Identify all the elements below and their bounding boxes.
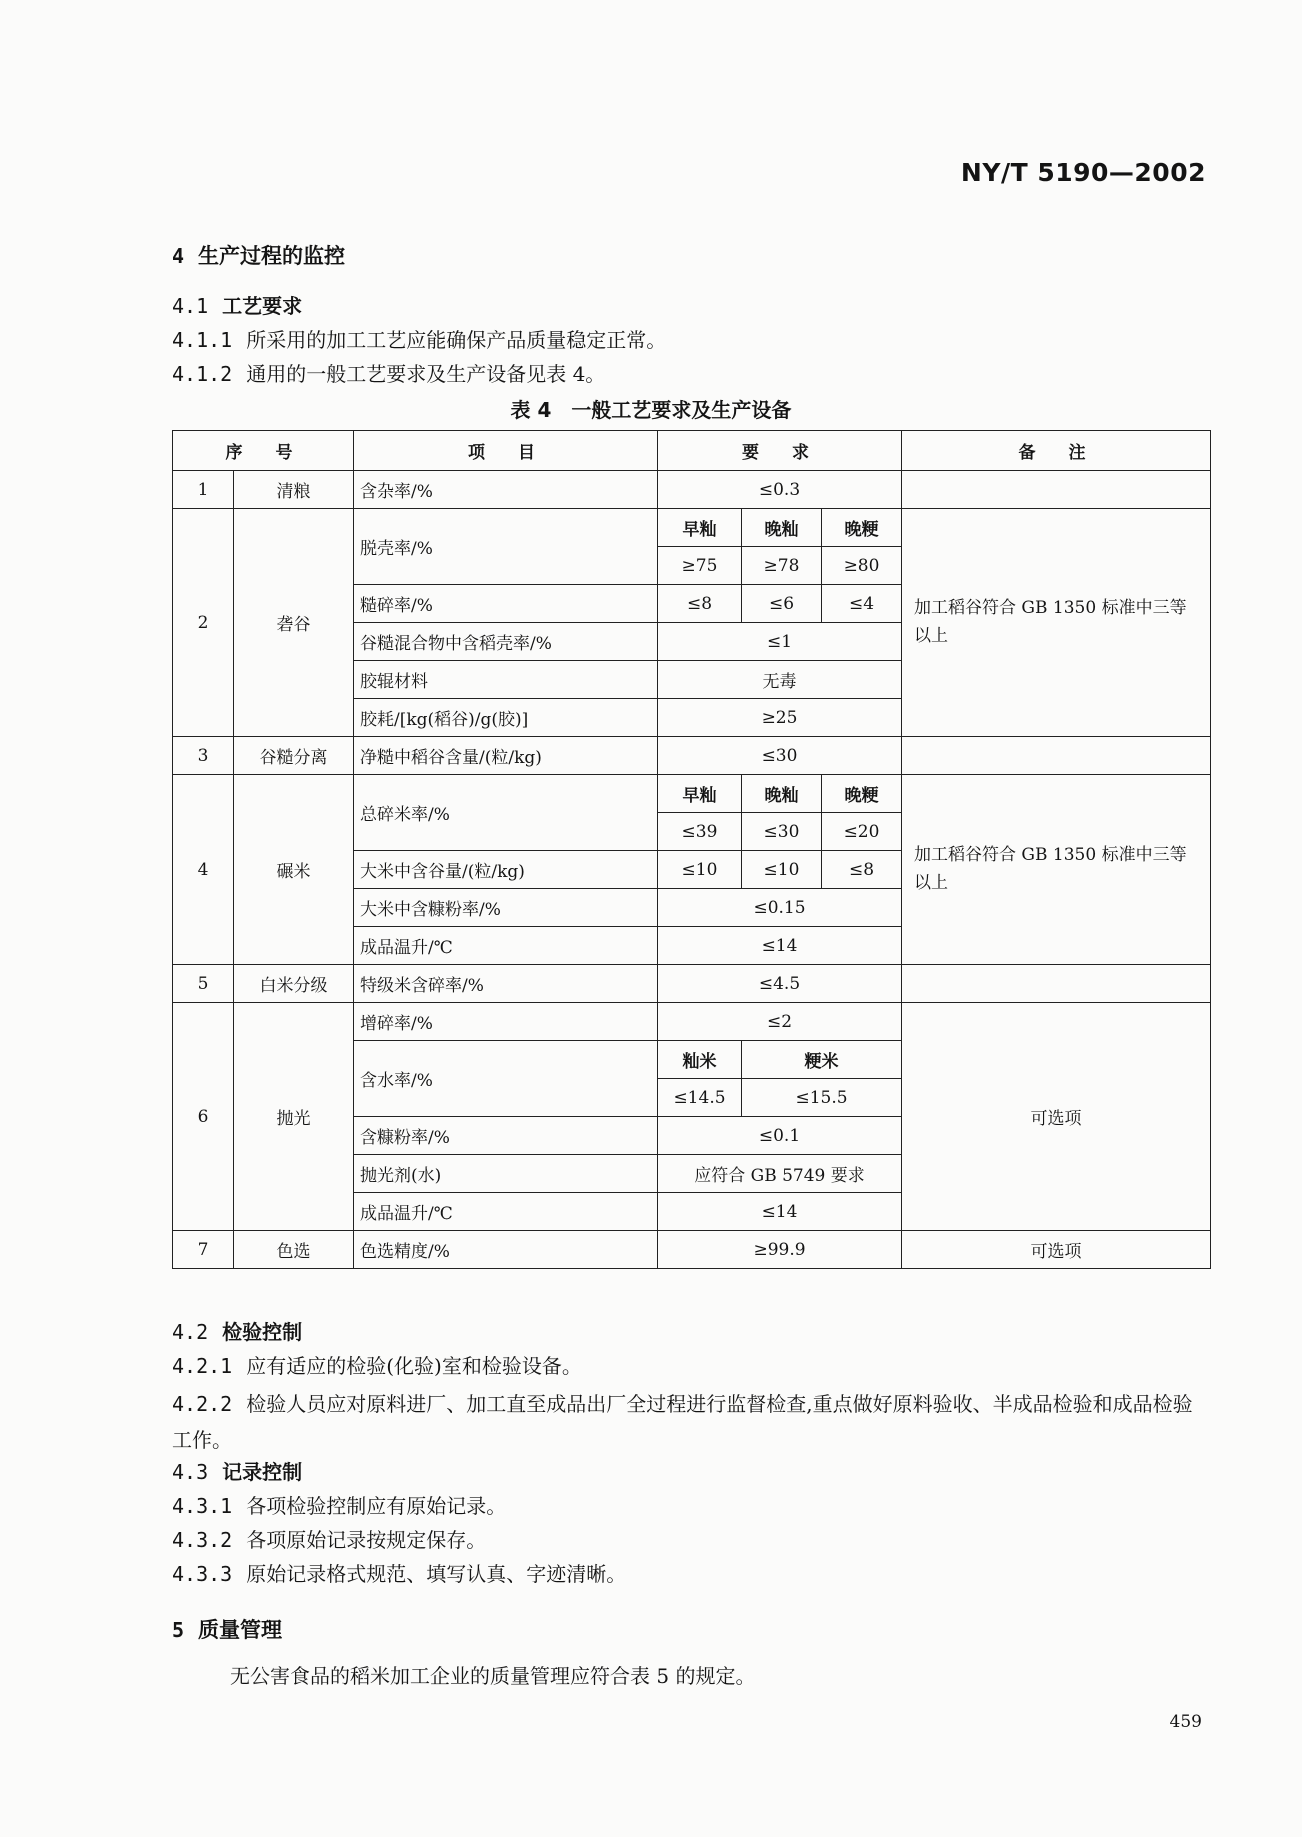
row-note-empty bbox=[902, 471, 1211, 509]
clause-number: 4.2.2 bbox=[172, 1392, 233, 1416]
cell-value: ≤10 bbox=[742, 851, 822, 889]
row-process: 抛光 bbox=[234, 1003, 354, 1231]
table-row bbox=[173, 1003, 1211, 1041]
page-number: 459 bbox=[1169, 1712, 1202, 1732]
sub-header: 早籼 bbox=[658, 509, 742, 547]
section-number: 4.3 bbox=[172, 1460, 209, 1484]
row-note: 可选项 bbox=[902, 1003, 1211, 1231]
clause-text: 通用的一般工艺要求及生产设备见表 4。 bbox=[246, 362, 606, 386]
cell-value: ≤14.5 bbox=[658, 1079, 742, 1117]
row-requirement: ≤0.1 bbox=[658, 1117, 902, 1155]
clause-4-2-2 bbox=[172, 1386, 1212, 1458]
clause-text: 各项检验控制应有原始记录。 bbox=[246, 1494, 507, 1518]
row-process: 碾米 bbox=[234, 775, 354, 965]
cell-value: ≤10 bbox=[658, 851, 742, 889]
clause-number: 4.3.1 bbox=[172, 1494, 233, 1518]
clause-4-1-1 bbox=[172, 326, 666, 354]
cell-value: ≤30 bbox=[742, 813, 822, 851]
row-item: 胶辊材料 bbox=[354, 661, 658, 699]
clause-number: 4.3.2 bbox=[172, 1528, 233, 1552]
clause-number: 4.2.1 bbox=[172, 1354, 233, 1378]
document-code: NY/T 5190—2002 bbox=[960, 158, 1206, 187]
row-requirement: ≤0.15 bbox=[658, 889, 902, 927]
sub-header: 晚粳 bbox=[822, 509, 902, 547]
section-title: 记录控制 bbox=[222, 1460, 303, 1484]
row-item: 大米中含糠粉率/% bbox=[354, 889, 658, 927]
cell-value: ≤8 bbox=[658, 585, 742, 623]
row-seq: 3 bbox=[173, 737, 234, 775]
cell-value: ≤20 bbox=[822, 813, 902, 851]
row-item: 脱壳率/% bbox=[354, 509, 658, 585]
cell-value: ≥78 bbox=[742, 547, 822, 585]
row-note-empty bbox=[902, 737, 1211, 775]
row-requirement: ≤14 bbox=[658, 927, 902, 965]
section-5-heading bbox=[172, 1614, 282, 1644]
row-item: 增碎率/% bbox=[354, 1003, 658, 1041]
row-requirement: ≤2 bbox=[658, 1003, 902, 1041]
row-seq: 2 bbox=[173, 509, 234, 737]
table-row bbox=[173, 509, 1211, 547]
sub-header: 晚籼 bbox=[742, 509, 822, 547]
clause-text: 检验人员应对原料进厂、加工直至成品出厂全过程进行监督检查,重点做好原料验收、半成品检验和成品检验工作。 bbox=[172, 1392, 1193, 1452]
sub-header: 籼米 bbox=[658, 1041, 742, 1079]
row-requirement: ≤1 bbox=[658, 623, 902, 661]
clause-number: 4.1.1 bbox=[172, 328, 233, 352]
table-row bbox=[173, 737, 1211, 775]
header-requirement: 要 求 bbox=[658, 431, 902, 471]
clause-number: 4.1.2 bbox=[172, 362, 233, 386]
row-requirement: ≤14 bbox=[658, 1193, 902, 1231]
row-note: 加工稻谷符合 GB 1350 标准中三等以上 bbox=[902, 509, 1211, 737]
clause-text: 原始记录格式规范、填写认真、字迹清晰。 bbox=[246, 1562, 627, 1586]
row-process: 色选 bbox=[234, 1231, 354, 1269]
row-item: 胶耗/[kg(稻谷)/g(胶)] bbox=[354, 699, 658, 737]
header-seq: 序 号 bbox=[173, 431, 354, 471]
row-requirement: 无毒 bbox=[658, 661, 902, 699]
row-item: 总碎米率/% bbox=[354, 775, 658, 851]
cell-value: ≤8 bbox=[822, 851, 902, 889]
cell-value: ≤6 bbox=[742, 585, 822, 623]
section-number: 5 bbox=[172, 1618, 185, 1642]
row-requirement: ≥99.9 bbox=[658, 1231, 902, 1269]
table-row bbox=[173, 775, 1211, 813]
row-item: 糙碎率/% bbox=[354, 585, 658, 623]
section-title: 检验控制 bbox=[222, 1320, 303, 1344]
table-row bbox=[173, 471, 1211, 509]
section-4-1-heading bbox=[172, 292, 302, 320]
row-process: 砻谷 bbox=[234, 509, 354, 737]
table-row bbox=[173, 965, 1211, 1003]
row-note: 可选项 bbox=[902, 1231, 1211, 1269]
section-number: 4 bbox=[172, 244, 185, 268]
row-item: 含杂率/% bbox=[354, 471, 658, 509]
clause-text: 所采用的加工工艺应能确保产品质量稳定正常。 bbox=[246, 328, 667, 352]
table-row bbox=[173, 1231, 1211, 1269]
row-requirement: ≤30 bbox=[658, 737, 902, 775]
row-process: 清粮 bbox=[234, 471, 354, 509]
row-item: 色选精度/% bbox=[354, 1231, 658, 1269]
section-4-3-heading bbox=[172, 1458, 302, 1486]
process-requirements-table bbox=[172, 430, 1211, 1269]
row-item: 抛光剂(水) bbox=[354, 1155, 658, 1193]
row-note-empty bbox=[902, 965, 1211, 1003]
sub-header: 晚籼 bbox=[742, 775, 822, 813]
cell-value: ≥75 bbox=[658, 547, 742, 585]
cell-value: ≥80 bbox=[822, 547, 902, 585]
cell-value: ≤15.5 bbox=[742, 1079, 902, 1117]
row-item: 特级米含碎率/% bbox=[354, 965, 658, 1003]
row-item: 成品温升/℃ bbox=[354, 1193, 658, 1231]
clause-text: 各项原始记录按规定保存。 bbox=[246, 1528, 487, 1552]
header-note: 备 注 bbox=[902, 431, 1211, 471]
sub-header: 粳米 bbox=[742, 1041, 902, 1079]
sub-header: 早籼 bbox=[658, 775, 742, 813]
row-seq: 5 bbox=[173, 965, 234, 1003]
clause-4-3-1 bbox=[172, 1492, 506, 1520]
row-requirement: ≥25 bbox=[658, 699, 902, 737]
row-item: 含糠粉率/% bbox=[354, 1117, 658, 1155]
row-seq: 6 bbox=[173, 1003, 234, 1231]
clause-text: 应有适应的检验(化验)室和检验设备。 bbox=[246, 1354, 582, 1378]
section-title: 工艺要求 bbox=[222, 294, 303, 318]
section-5-paragraph: 无公害食品的稻米加工企业的质量管理应符合表 5 的规定。 bbox=[230, 1664, 756, 1688]
clause-number: 4.3.3 bbox=[172, 1562, 233, 1586]
table-header-row bbox=[173, 431, 1211, 471]
row-requirement: 应符合 GB 5749 要求 bbox=[658, 1155, 902, 1193]
row-process: 谷糙分离 bbox=[234, 737, 354, 775]
row-process: 白米分级 bbox=[234, 965, 354, 1003]
table-caption: 表 4 一般工艺要求及生产设备 bbox=[510, 398, 792, 422]
row-requirement: ≤0.3 bbox=[658, 471, 902, 509]
row-seq: 4 bbox=[173, 775, 234, 965]
row-requirement: ≤4.5 bbox=[658, 965, 902, 1003]
section-number: 4.2 bbox=[172, 1320, 209, 1344]
row-seq: 7 bbox=[173, 1231, 234, 1269]
sub-header: 晚粳 bbox=[822, 775, 902, 813]
row-item: 谷糙混合物中含稻壳率/% bbox=[354, 623, 658, 661]
section-title: 生产过程的监控 bbox=[198, 244, 346, 268]
clause-4-3-2 bbox=[172, 1526, 486, 1554]
cell-value: ≤4 bbox=[822, 585, 902, 623]
row-item: 成品温升/℃ bbox=[354, 927, 658, 965]
row-seq: 1 bbox=[173, 471, 234, 509]
clause-4-2-1 bbox=[172, 1352, 582, 1380]
row-item: 净糙中稻谷含量/(粒/kg) bbox=[354, 737, 658, 775]
section-4-2-heading bbox=[172, 1318, 302, 1346]
section-number: 4.1 bbox=[172, 294, 209, 318]
section-title: 质量管理 bbox=[198, 1618, 283, 1642]
row-note: 加工稻谷符合 GB 1350 标准中三等以上 bbox=[902, 775, 1211, 965]
row-item: 含水率/% bbox=[354, 1041, 658, 1117]
clause-4-3-3 bbox=[172, 1560, 626, 1588]
section-4-heading bbox=[172, 240, 345, 270]
header-item: 项 目 bbox=[354, 431, 658, 471]
cell-value: ≤39 bbox=[658, 813, 742, 851]
clause-4-1-2 bbox=[172, 360, 605, 388]
row-item: 大米中含谷量/(粒/kg) bbox=[354, 851, 658, 889]
